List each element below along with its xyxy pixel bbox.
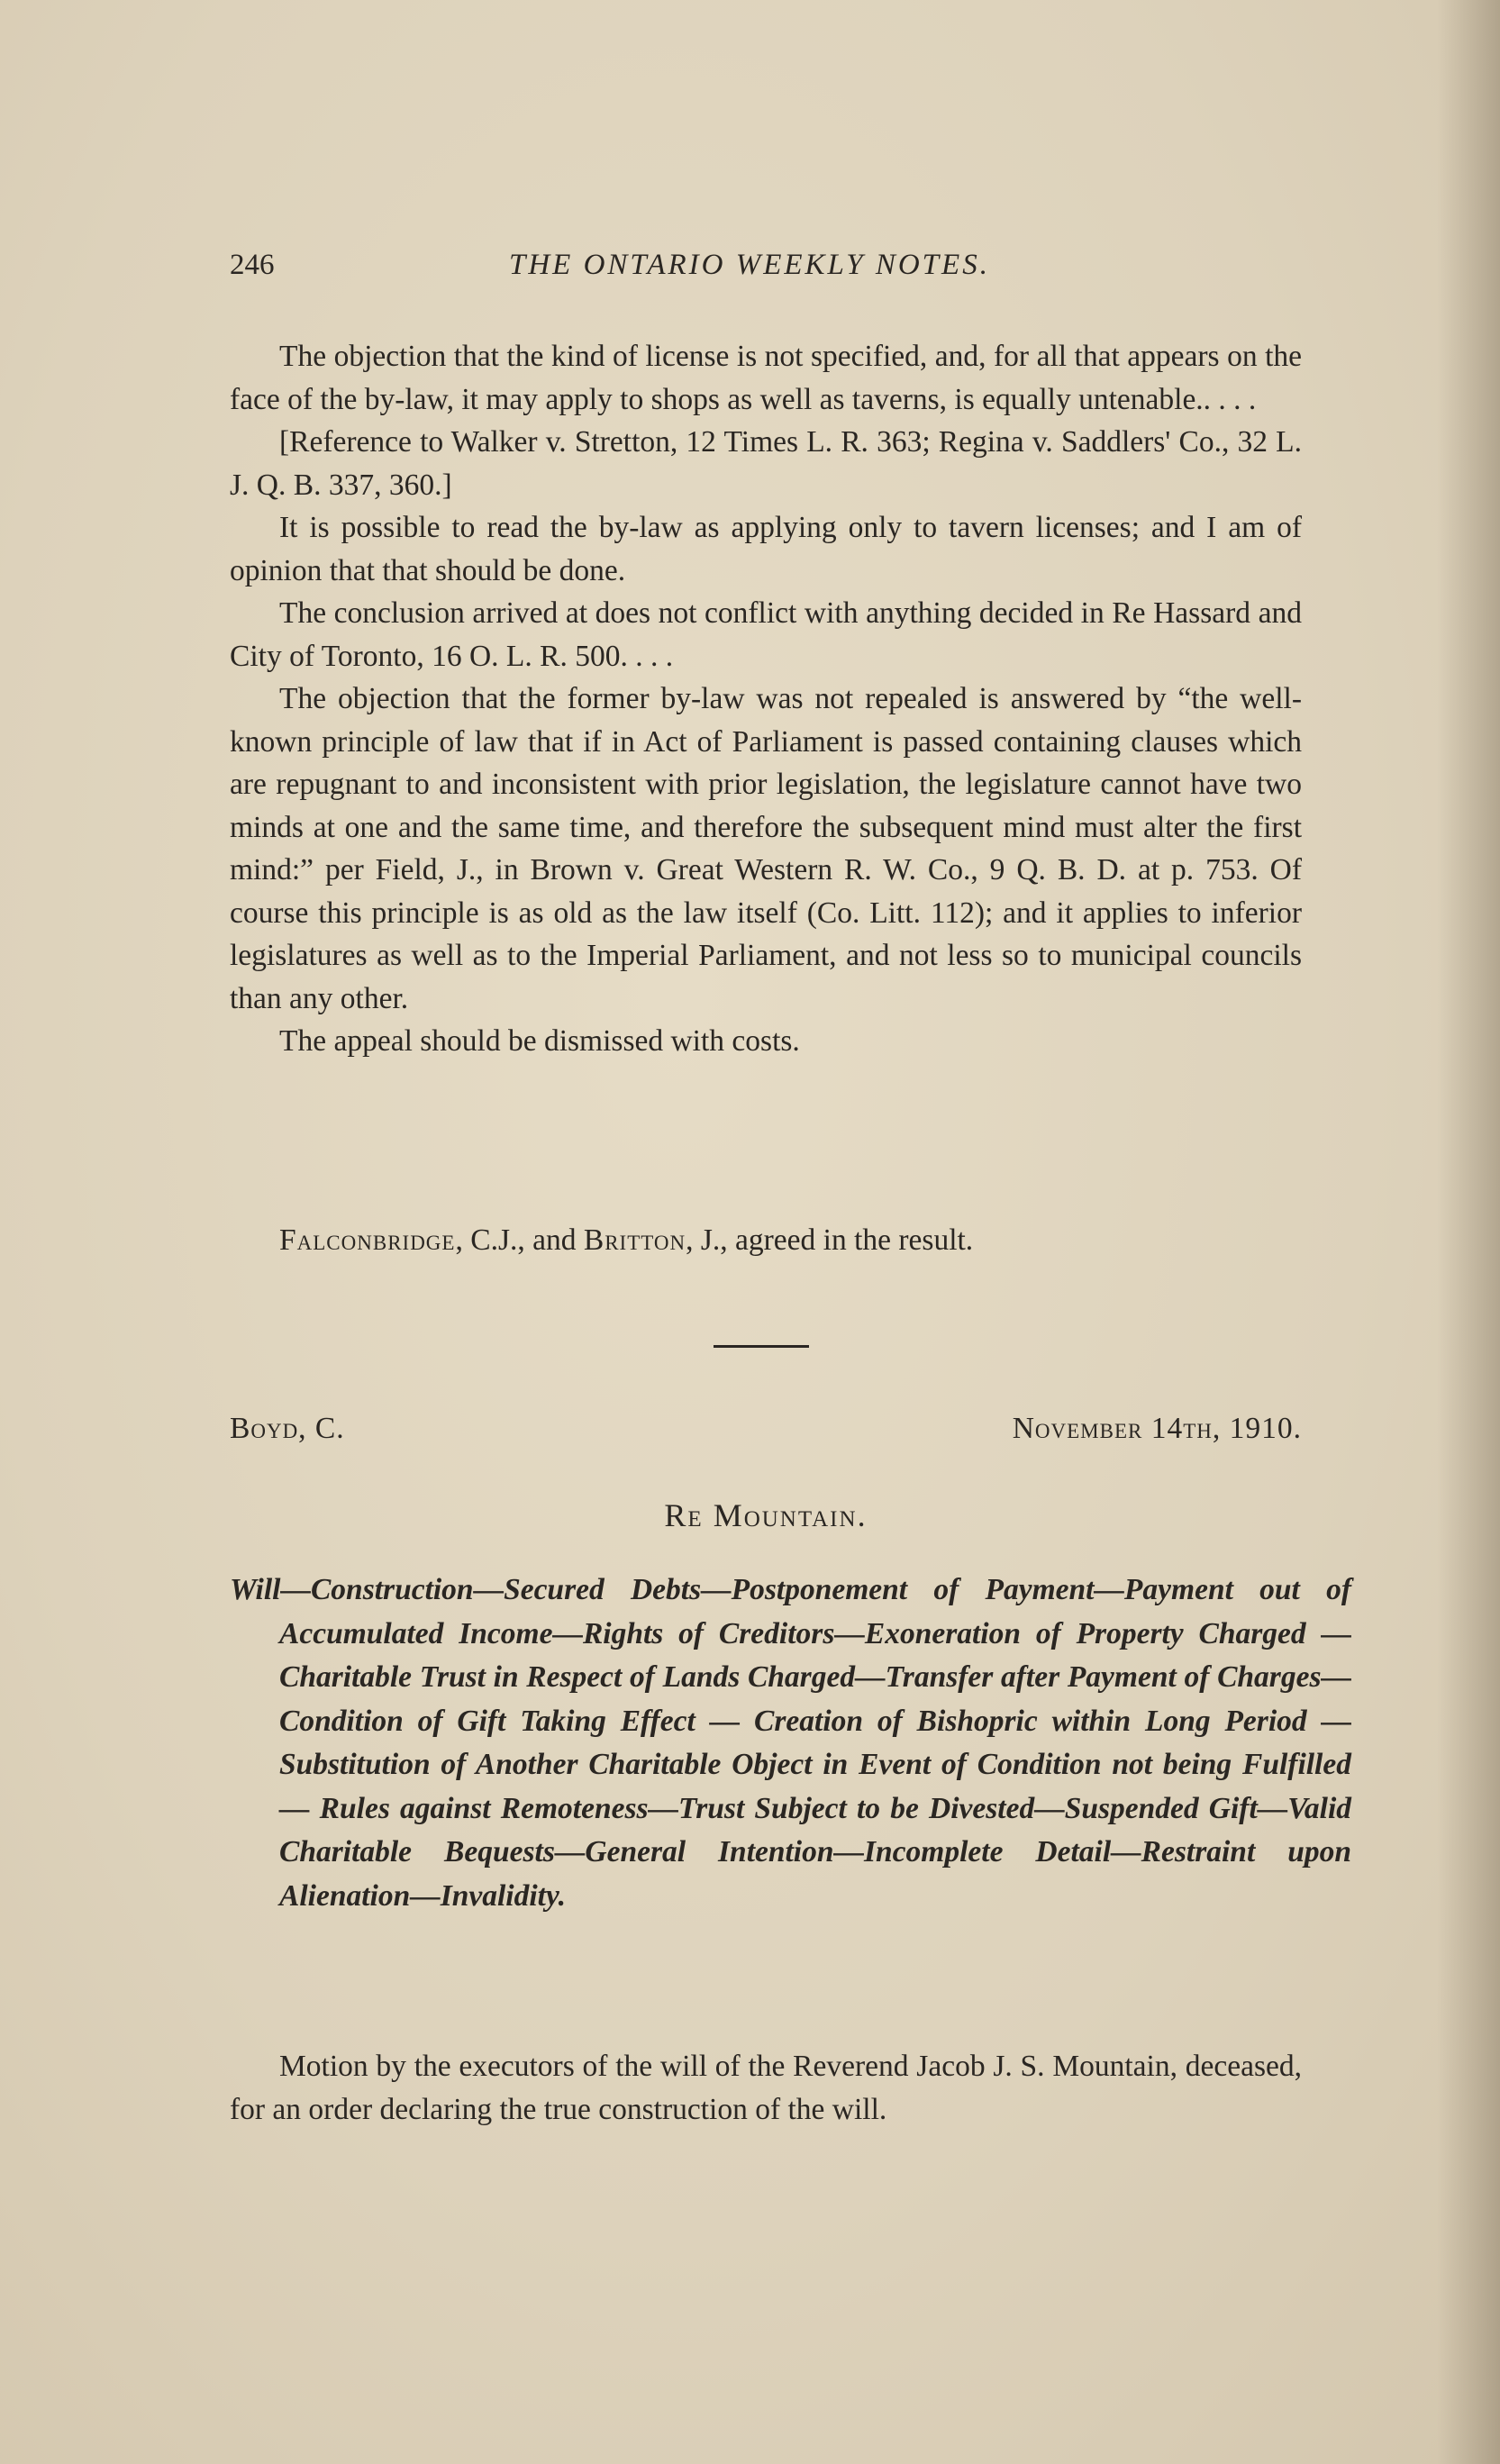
- paragraph: It is possible to read the by-law as applying only to tavern licenses; and I am of opinion that that should be done.: [230, 511, 1302, 587]
- judge-name: Falconbridge: [279, 1223, 456, 1257]
- agreement-line: [279, 1223, 973, 1258]
- section-divider: [714, 1345, 809, 1348]
- paragraph: The conclusion arrived at does not conflict with anything decided in Re Hassard and City of Toronto, 16 O. L. R. 500. . . .: [230, 596, 1302, 673]
- paragraph: The appeal should be dismissed with costs.: [279, 1024, 800, 1058]
- judge-name: Britton: [583, 1223, 686, 1257]
- case-date: November 14th, 1910.: [1012, 1412, 1302, 1445]
- running-title: THE ONTARIO WEEKLY NOTES.: [509, 249, 990, 281]
- paragraph: [Reference to Walker v. Stretton, 12 Times L. R. 363; Regina v. Saddlers' Co., 32 L. J. Q. B. 337, 360.]: [230, 425, 1302, 502]
- judgment-body: [230, 335, 1302, 1063]
- page-number: 246: [230, 249, 275, 281]
- case-judge: Boyd, C.: [230, 1412, 345, 1445]
- headnote: Will—Construction—Secured Debts—Postponement of Payment—Payment out of Accumulated Income—Rights of Creditors—Exoneration of Property Charged — Charitable Trust in Respect of Lands Charged—Transfer after Payment of Charges—Condition of Gift Taking Effect — Creation of Bishopric within Long Period — Substitution of Another Charitable Object in Event of Condition not being Fulfilled — Rules against Remoteness—Trust Subject to be Divested—Suspended Gift—Valid Charitable Bequests—General Intention—Incomplete Detail—Restraint upon Alienation—Invalidity.: [230, 1573, 1351, 1913]
- paragraph: Motion by the executors of the will of the Reverend Jacob J. S. Mountain, deceased, for an order declaring the true construction of the will.: [230, 2050, 1302, 2126]
- case-title: Re Mountain.: [664, 1497, 868, 1533]
- page-gutter-shadow: [1437, 0, 1500, 2464]
- running-header: [230, 249, 1302, 294]
- agreement-text: , C.J., and: [455, 1223, 584, 1257]
- paragraph: The objection that the kind of license is not specified, and, for all that appears on the face of the by-law, it may apply to shops as well as taverns, is equally untenable.. . . .: [230, 340, 1302, 416]
- paragraph: The objection that the former by-law was not repealed is answered by “the well-known principle of law that if in Act of Parliament is passed containing clauses which are repugnant to and inconsistent with prior legislation, the legislature cannot have two minds at one and the same time, and therefore the subsequent mind must alter the first mind:” per Field, J., in Brown v. Great Western R. W. Co., 9 Q. B. D. at p. 753. Of course this principle is as old as the law itself (Co. Litt. 112); and it applies to inferior legislatures as well as to the Imperial Parliament, and not less so to municipal councils than any other.: [230, 682, 1302, 1015]
- agreement-text: , J., agreed in the result.: [686, 1223, 974, 1257]
- motion-text: [230, 2045, 1302, 2132]
